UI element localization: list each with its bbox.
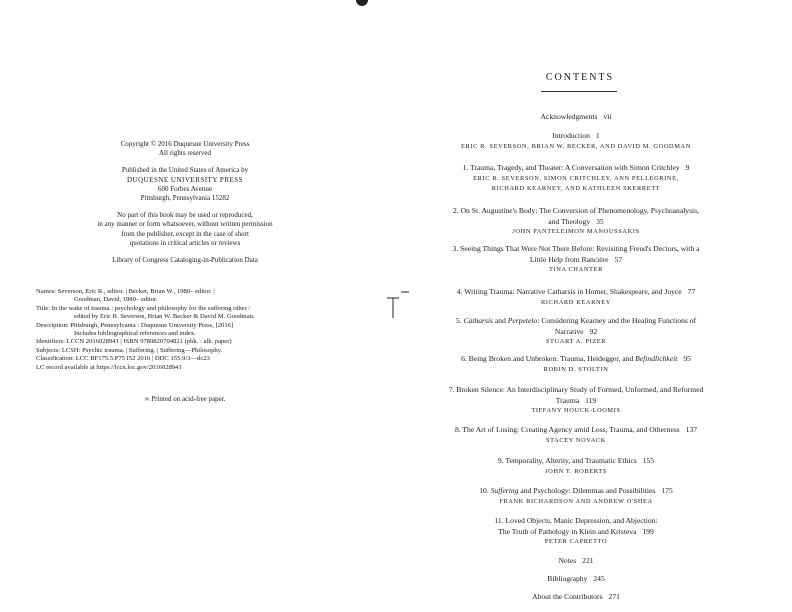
toc-entry xyxy=(426,163,726,194)
toc-entry xyxy=(426,385,726,416)
entry-title: 2. On St. Augustine's Body: The Conversion of Phenomenology, Psychoanalysis, xyxy=(452,206,700,215)
entry-author: PETER CAPRETTO xyxy=(544,538,608,546)
cip-line: Description: Pittsburgh, Pennsylvania : Duquesne University Press, [2016] xyxy=(36,321,234,329)
entry-page: 119 xyxy=(585,395,597,405)
entry-title: Introduction xyxy=(552,131,590,140)
entry-title: 3. Seeing Things That Were Not There Before: Revisiting Freud's Dectors, with a xyxy=(452,244,700,253)
entry-page: 221 xyxy=(582,556,594,565)
entry-page: 137 xyxy=(685,425,698,434)
entry-page: 35 xyxy=(596,216,604,226)
entry-page: 95 xyxy=(683,354,691,363)
entry-title-em: Suffering xyxy=(490,486,519,495)
press-address: 600 Forbes Avenue xyxy=(158,184,212,193)
entry-number: 10. xyxy=(479,486,491,495)
title-rule xyxy=(541,91,617,92)
toc-entry xyxy=(426,131,726,152)
entry-title: 9. Temporality, Alterity, and Traumatic Ethics xyxy=(497,456,637,465)
cip-line: Goodman, David, 1980– editor. xyxy=(74,296,158,304)
toc-entry xyxy=(426,456,726,477)
entry-page: 57 xyxy=(614,254,623,264)
toc-entry xyxy=(426,574,726,585)
entry-title-em: Befindlichkeit xyxy=(635,354,678,363)
cip-line: LC record available at https://lccn.loc.gov/2016028941 xyxy=(36,363,182,371)
permission-line: from the publisher, except in the case of short xyxy=(121,229,249,238)
entry-author: STUART A. PIZER xyxy=(545,338,607,346)
entry-title: About the Contributors xyxy=(532,592,603,601)
entry-title: Bibliography xyxy=(547,574,588,583)
cip-line: Classification: LCC BF175.5.P75 I52 2016 | DDC 155.9/3—dc23 xyxy=(36,355,210,363)
entry-page: 1 xyxy=(595,131,600,140)
entry-author: ERIC R. SEVERSON, SIMON CRITCHLEY, ANN PELLEGRINE, xyxy=(473,174,679,182)
entry-page: 199 xyxy=(642,526,654,536)
acid-free-note: ∞ Printed on acid-free paper. xyxy=(144,395,226,403)
permission-line: in any manner or form whatsoever, without written permission xyxy=(97,220,273,229)
entry-author: RICHARD KEARNEY xyxy=(541,298,611,306)
entry-title-mid: and xyxy=(493,316,508,325)
cip-line: Includes bibliographical references and index. xyxy=(74,330,196,338)
entry-author: JOHN T. ROBERTS xyxy=(545,467,607,475)
entry-page: vii xyxy=(603,112,612,121)
entry-number: 5. xyxy=(455,316,464,325)
entry-title: 8. The Art of Losing: Creating Agency amid Loss, Trauma, and Otherness xyxy=(454,425,680,434)
entry-title-cont: Little Help from Rancière xyxy=(529,254,609,264)
toc-entry xyxy=(426,206,726,237)
copyright-block xyxy=(36,140,334,265)
entry-author: JOHN PANTELEIMON MANOUSSAKIS xyxy=(512,228,640,236)
entry-author: ERIC R. SEVERSON, BRIAN W. BECKER, AND DAVID M. GOODMAN xyxy=(461,142,691,150)
ink-blot xyxy=(356,0,368,6)
entry-title-rest: : Considering Kearney and the Healing Functions of xyxy=(537,316,697,325)
copyright-line: Copyright © 2016 Duquesne University Press xyxy=(120,140,250,148)
entry-page: 175 xyxy=(661,486,673,495)
toc-entry xyxy=(426,354,726,375)
entry-title-rest: and Psychology: Dilemmas and Possibilities xyxy=(518,486,656,495)
toc-entry xyxy=(426,592,726,603)
entry-title-cont: and Theology xyxy=(548,216,591,226)
rights-line: All rights reserved xyxy=(158,149,212,158)
entry-page: 92 xyxy=(589,326,598,336)
entry-title-cont: Narrative xyxy=(554,326,584,336)
press-city: Pittsburgh, Pennsylvania 15282 xyxy=(140,194,230,203)
cip-line: Subjects: LCSH: Psychic trauma. | Suffering. | Suffering—Philosophy. xyxy=(36,346,223,354)
entry-page: 77 xyxy=(687,287,696,296)
cip-line: edited by Eric R. Severson, Brian W. Becker & David M. Goodman. xyxy=(74,313,255,321)
entry-title-cont: Trauma xyxy=(555,395,580,405)
entry-title: Acknowledgments xyxy=(540,112,598,121)
entry-page: 271 xyxy=(608,592,620,601)
cip-line: Title: In the wake of trauma : psychology and philosophy for the suffering other / xyxy=(36,304,251,312)
toc-entry xyxy=(426,112,726,123)
toc-entry xyxy=(426,287,726,308)
entry-page: 9 xyxy=(685,163,690,172)
entry-author: FRANK RICHARDSON AND ANDREW O'SHEA xyxy=(499,497,653,505)
entry-title: 1. Trauma, Tragedy, and Theater: A Conversation with Simon Critchley xyxy=(462,163,680,172)
cip-heading: Library of Congress Cataloging-in-Publication Data xyxy=(112,256,258,265)
published-line: Published in the United States of America by xyxy=(121,166,249,175)
entry-author: STACEY NOVACK xyxy=(545,436,606,444)
cip-line: Names: Severson, Eric R., editor. | Becker, Brian W., 1980– editor. | xyxy=(36,288,215,295)
margin-mark xyxy=(385,290,425,320)
contents-title: CONTENTS xyxy=(545,72,615,83)
toc-entry xyxy=(426,425,726,446)
toc-entry xyxy=(426,556,726,567)
entry-page: 155 xyxy=(642,456,655,465)
permission-line: quotations in critical articles or reviews xyxy=(129,238,241,247)
entry-title-em: Catharsis xyxy=(463,316,494,325)
entry-title-cont: The Truth of Pathology in Klein and Kristeva xyxy=(498,526,637,536)
press-name: DUQUESNE UNIVERSITY PRESS xyxy=(126,175,244,184)
entry-author: ROBIN D. STOLTIN xyxy=(543,365,609,373)
entry-author: RICHARD KEARNEY, AND KATHLEEN SKERRETT xyxy=(491,184,661,192)
cip-line: Identifiers: LCCN 2016028941 | ISBN 9780820704821 (pbk. : alk. paper) xyxy=(36,338,232,346)
entry-title: 7. Broken Silence: An Interdisciplinary Study of Formed, Unformed, and Reformed xyxy=(448,385,704,394)
entry-page: 245 xyxy=(593,574,605,583)
toc-entry xyxy=(426,516,726,547)
cip-data xyxy=(36,288,334,372)
permission-line: No part of this book may be used or reproduced, xyxy=(117,211,253,220)
entry-title: 4. Writing Trauma: Narrative Catharsis in Homer, Shakespeare, and Joyce xyxy=(456,287,682,296)
entry-title-em: Perpetelo xyxy=(507,316,538,325)
toc-entry xyxy=(426,486,726,507)
entry-title: 11. Loved Objects, Manic Depression, and Abjection: xyxy=(494,516,658,525)
toc-entry xyxy=(426,316,726,347)
toc-entry xyxy=(426,244,726,275)
entry-title: Notes xyxy=(558,556,577,565)
entry-title: 6. Being Broken and Unbroken: Trauma, Heidegger, and xyxy=(461,354,636,363)
entry-author: TINA CHANTER xyxy=(549,266,603,274)
entry-author: TIFFANY HOUCK-LOOMIS xyxy=(531,407,621,415)
